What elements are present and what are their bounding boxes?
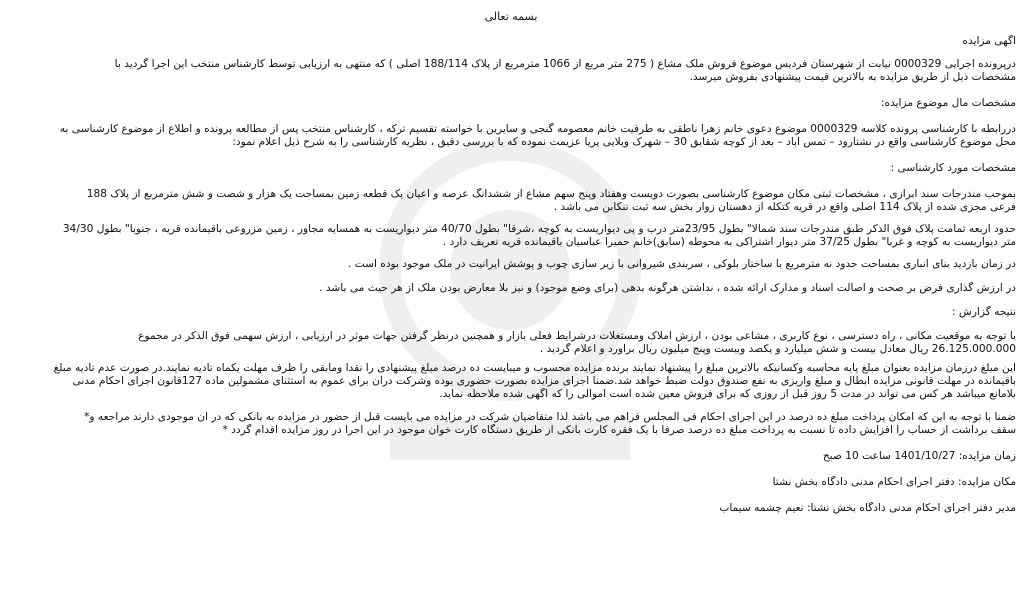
section-title-property: مشخصات مال موضوع مزایده: <box>880 97 1016 109</box>
assumption-paragraph: در ارزش گذاری فرض بر صحت و اصالت اسناد و مدارک ارائه شده ، نداشتن هرگونه بدهی (برای وضع موجود) و نیز بلا معارض بودن ملک از هر حیث می باشد . <box>319 282 1016 294</box>
borders-line: متر دیواریست به کوچه و غربا" بطول 37/25 متر دیوار اشتراکی به محوطه (سابق)خانم حمیرا عباسیان باقیمانده قریه تعریف دارد . <box>442 236 1016 248</box>
auction-location: مکان مزایده: دفتر اجرای احکام مدنی دادگاه بخش نشتا <box>772 476 1016 488</box>
intro-line: درپرونده اجرایی 0000329 نیابت از شهرستان فردیس موضوع فروش ملک مشاع ( 275 متر مربع از 1066 مترمربع از پلاک 188/114 اصلی ) که منتهی به ارزیابی توسط کارشناس منتخب این اجرا گردید با <box>114 58 1016 70</box>
document-body <box>6 0 1016 612</box>
terms-line: بلامانع میباشد هر کس می تواند در مدت 5 روز قبل از روزی که برای فروش معین شده است اموالی را که آگهی شده ملاحظه نماید. <box>439 388 1016 400</box>
intro-paragraph <box>6 58 1016 84</box>
property-paragraph <box>6 123 1016 149</box>
result-line: 26.125.000.000 ریال معادل بیست و شش میلیارد و یکصد وبیست وپنج میلیون ریال برآورد و اعلام گردید . <box>539 343 1016 355</box>
notice-title: آگهی مزایده <box>962 35 1016 47</box>
signature-line: مدیر دفتر اجرای احکام مدنی دادگاه بخش نشتا: نعیم چشمه سیماب <box>719 502 1016 514</box>
payment-notice-line: ضمنا با توجه به این که امکان پرداخت مبلغ ده درصد در این اجرای احکام فی المجلس فراهم می باشد لذا متقاضیان شرکت در مزایده می بایست قبل از حضور در مزایده به بانکی که در آن موجودی دارند مراجعه و* <box>84 411 1016 423</box>
auction-datetime: زمان مزایده: 1401/10/27 ساعت 10 صبح <box>822 450 1016 462</box>
payment-notice-paragraph <box>6 411 1016 437</box>
section-title-result: نتیجه گزارش : <box>951 306 1016 318</box>
terms-line: این مبلغ درزمان مزایده بعنوان مبلغ پایه محاسبه وکسانیکه بالاترین مبلغ را پیشنهاد نمایند برنده مزایده محسوب و میبایست ده درصد مبلغ پیشنهادی را نقدا ومابقی را ظرف مهلت یکماه تادیه نمایند.در صورت عدم تادیه مبلغ <box>53 362 1016 374</box>
payment-notice-line: سقف برداشت از حساب را افزایش داده تا نسبت به پرداخت مبلغ ده درصد صرفا با یک فقره کارت بانکی از طریق دستگاه کارت خوان موجود در این اجرا در روز مزایده اقدام گردد * <box>222 424 1016 436</box>
section-title-expertise: مشخصات مورد کارشناسی : <box>890 162 1016 174</box>
terms-paragraph <box>6 362 1016 401</box>
bismillah-heading: بسمه تعالی <box>484 10 538 23</box>
result-paragraph <box>6 330 1016 356</box>
registration-line: بموجب مندرجات سند ابرازی ، مشخصات ثبتی مکان موضوع کارشناسی بصورت دویست وهفتاد وپنج سهم مشاع از ششدانگ عرصه و اعیان یک قطعه زمین بمساحت یک هزار و شصت و شش مترمربع از پلاک 188 <box>86 188 1016 200</box>
registration-line: فرعی مجزی شده از پلاک 114 اصلی واقع در قریه کتکله از دهستان زوار بخش سه ثبت تنکابن می باشد . <box>553 201 1016 213</box>
borders-line: حدود اربعه تمامت پلاک فوق الذکر طبق مندرجات سند شمالا" بطول 23/95متر درب و پی دیواریست به کوچه ،شرقا" بطول 40/70 متر دیواریست به همسایه مجاور ، زمین مزروعی باقیمانده قریه ، جنوبا" بطول 34/30 <box>62 223 1016 235</box>
borders-paragraph <box>6 223 1016 249</box>
property-line: دررابطه با کارشناسی پرونده کلاسه 0000329 موضوع دعوی خانم زهرا ناطقی به طرفیت خانم معصومه گنجی و سایرین با خواسته تقسیم ترکه ، کارشناس منتخب پس از مطالعه پرونده و اطلاع از موضوع کارشناسی به <box>59 123 1016 135</box>
registration-paragraph <box>6 188 1016 214</box>
terms-line: باقیمانده در مهلت قانونی مزایده ابطال و مبلغ واریزی به نفع صندوق دولت ضبط خواهد شد.ضمنا اجرای مزایده بصورت حضوری بوده وشرکت دران برای عموم به استثنای مشمولین ماده 127قانون اجرای احکام مدنی <box>72 375 1016 387</box>
property-line: محل موضوع کارشناسی واقع در نشتارود – تمس آباد – بعد از کوچه شقایق 30 – شهرک ویلایی پریا عزیمت نموده که با بررسی دقیق ، نظریه کارشناسی را به شرح ذیل اعلام نمود: <box>232 136 1016 148</box>
intro-line: مشخصات ذیل از طریق مزایده به بالاترین قیمت پیشنهادی بفروش میرسد. <box>689 71 1016 83</box>
result-line: با توجه به موقعیت مکانی ، راه دسترسی ، نوع کاربری ، مشاعی بودن ، ارزش املاک ومستغلات درشرایط فعلی بازار و همچنین درنظر گرفتن جهات موثر در ارزیابی ، ارزش سهمی فوق الذکر در مجموع <box>138 330 1016 342</box>
visit-paragraph: در زمان بازدید بنای انباری بمساحت حدود نه مترمربع با ساختار بلوکی ، سربندی شیروانی با زیر سازی چوب و پوشش ایرانیت در ملک موجود بوده است . <box>347 258 1016 270</box>
